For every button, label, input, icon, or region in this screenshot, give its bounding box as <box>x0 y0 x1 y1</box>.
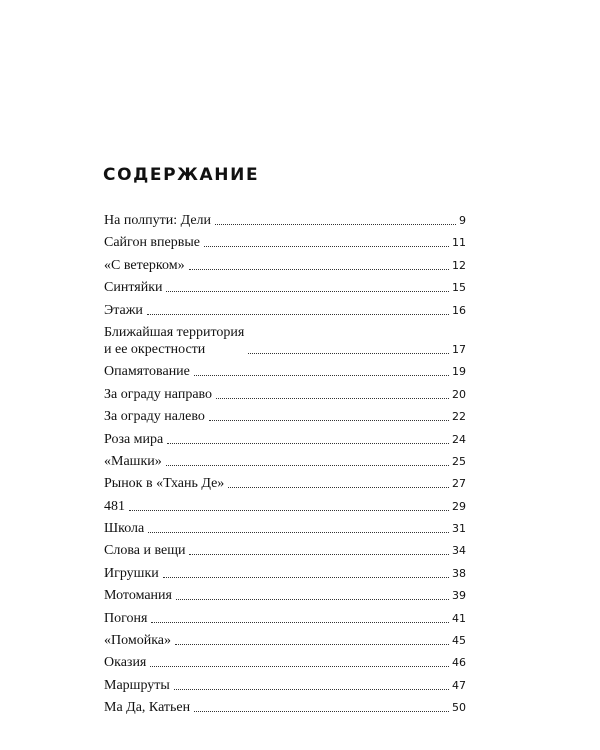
toc-entry[interactable] <box>104 212 466 229</box>
toc-dot-leader <box>189 269 449 270</box>
toc-entry-page-number: 9 <box>459 214 466 227</box>
toc-entry-page-number: 39 <box>452 589 466 603</box>
toc-dot-leader <box>194 375 449 376</box>
toc-entry-page-number: 20 <box>452 387 466 401</box>
toc-entry-title: За ограду направо <box>104 386 213 402</box>
toc-dot-leader <box>150 666 449 667</box>
toc-entry-page-number: 16 <box>452 303 466 317</box>
toc-dot-leader <box>129 510 449 511</box>
toc-entry-title: «Машки» <box>104 453 162 469</box>
toc-entry[interactable] <box>104 610 466 627</box>
toc-entry-title: Ма Да, Катьен <box>104 700 191 716</box>
toc-entry-title: На полпути: Дели <box>104 213 212 228</box>
toc-dot-leader <box>228 487 449 488</box>
toc-dot-leader <box>148 532 449 533</box>
toc-entry[interactable] <box>104 632 466 649</box>
toc-entry-title: Опамятование <box>104 364 190 380</box>
toc-entry-title: Игрушки <box>104 565 159 581</box>
toc-dot-leader <box>204 246 449 247</box>
toc-entry[interactable] <box>104 498 466 515</box>
toc-entry[interactable] <box>104 431 466 448</box>
toc-dot-leader <box>166 465 449 466</box>
toc-entry-title: Слова и вещи <box>104 543 186 559</box>
toc-entry-page-number: 50 <box>452 701 466 715</box>
toc-entry[interactable] <box>104 363 466 380</box>
toc-entry-page-number: 12 <box>452 258 466 272</box>
toc-entry-title: Синтяйки <box>104 280 163 296</box>
toc-entry[interactable] <box>104 324 466 358</box>
toc-entry-title: Мотомания <box>104 588 172 604</box>
toc-entry[interactable] <box>104 565 466 582</box>
toc-dot-leader <box>189 554 449 555</box>
toc-entry-title: 481 <box>104 498 125 514</box>
toc-heading: СОДЕРЖАНИЕ <box>103 165 260 185</box>
toc-entry-page-number: 27 <box>452 477 466 491</box>
toc-entry[interactable] <box>104 302 466 319</box>
toc-entry[interactable] <box>104 386 466 403</box>
toc-entry-title: «С ветерком» <box>104 257 185 273</box>
toc-entry-page-number: 24 <box>452 432 466 446</box>
toc-entry-title: «Помойка» <box>104 633 171 649</box>
toc-list <box>104 212 466 722</box>
toc-entry-title: Роза мира <box>104 431 164 447</box>
toc-dot-leader <box>215 224 456 225</box>
toc-entry-page-number: 29 <box>452 499 466 513</box>
toc-entry[interactable] <box>104 654 466 671</box>
toc-dot-leader <box>151 622 449 623</box>
toc-entry-page-number: 31 <box>452 522 466 536</box>
toc-dot-leader <box>176 599 449 600</box>
toc-entry-title: За ограду налево <box>104 409 205 425</box>
toc-entry-page-number: 45 <box>452 634 466 648</box>
toc-entry[interactable] <box>104 475 466 492</box>
toc-dot-leader <box>174 689 449 690</box>
toc-entry[interactable] <box>104 542 466 559</box>
toc-entry[interactable] <box>104 587 466 604</box>
toc-entry-page-number: 17 <box>452 342 466 356</box>
toc-entry-page-number: 15 <box>452 281 466 295</box>
toc-entry-title: Школа <box>104 521 145 537</box>
toc-dot-leader <box>147 314 449 315</box>
toc-entry-title: Рынок в «Тхань Де» <box>104 476 225 492</box>
toc-entry-page-number: 34 <box>452 544 466 558</box>
toc-entry[interactable] <box>104 520 466 537</box>
toc-entry-title: Погоня <box>104 610 148 626</box>
toc-entry-title: Сайгон впервые <box>104 235 200 251</box>
toc-entry-title: Маршруты <box>104 677 170 693</box>
toc-entry[interactable] <box>104 234 466 251</box>
toc-entry-page-number: 47 <box>452 678 466 692</box>
toc-dot-leader <box>209 420 449 421</box>
toc-entry[interactable] <box>104 257 466 274</box>
toc-dot-leader <box>163 577 449 578</box>
toc-entry-title: Этажи <box>104 302 143 318</box>
toc-entry-page-number: 41 <box>452 611 466 625</box>
toc-entry-page-number: 25 <box>452 454 466 468</box>
toc-dot-leader <box>216 398 449 399</box>
toc-entry-title: Оказия <box>104 655 147 671</box>
toc-entry[interactable] <box>104 453 466 470</box>
toc-dot-leader <box>166 291 449 292</box>
toc-entry-page-number: 22 <box>452 410 466 424</box>
toc-entry-page-number: 46 <box>452 656 466 670</box>
toc-dot-leader <box>194 711 449 712</box>
toc-entry-page-number: 38 <box>452 566 466 580</box>
toc-entry-page-number: 19 <box>452 365 466 379</box>
toc-entry-page-number: 11 <box>452 236 466 250</box>
toc-entry[interactable] <box>104 677 466 694</box>
toc-entry-title: Ближайшая территория и ее окрестности <box>104 324 245 357</box>
toc-entry[interactable] <box>104 699 466 716</box>
toc-dot-leader <box>175 644 449 645</box>
toc-dot-leader <box>167 443 449 444</box>
toc-entry[interactable] <box>104 408 466 425</box>
toc-entry[interactable] <box>104 279 466 296</box>
toc-dot-leader <box>248 353 449 354</box>
